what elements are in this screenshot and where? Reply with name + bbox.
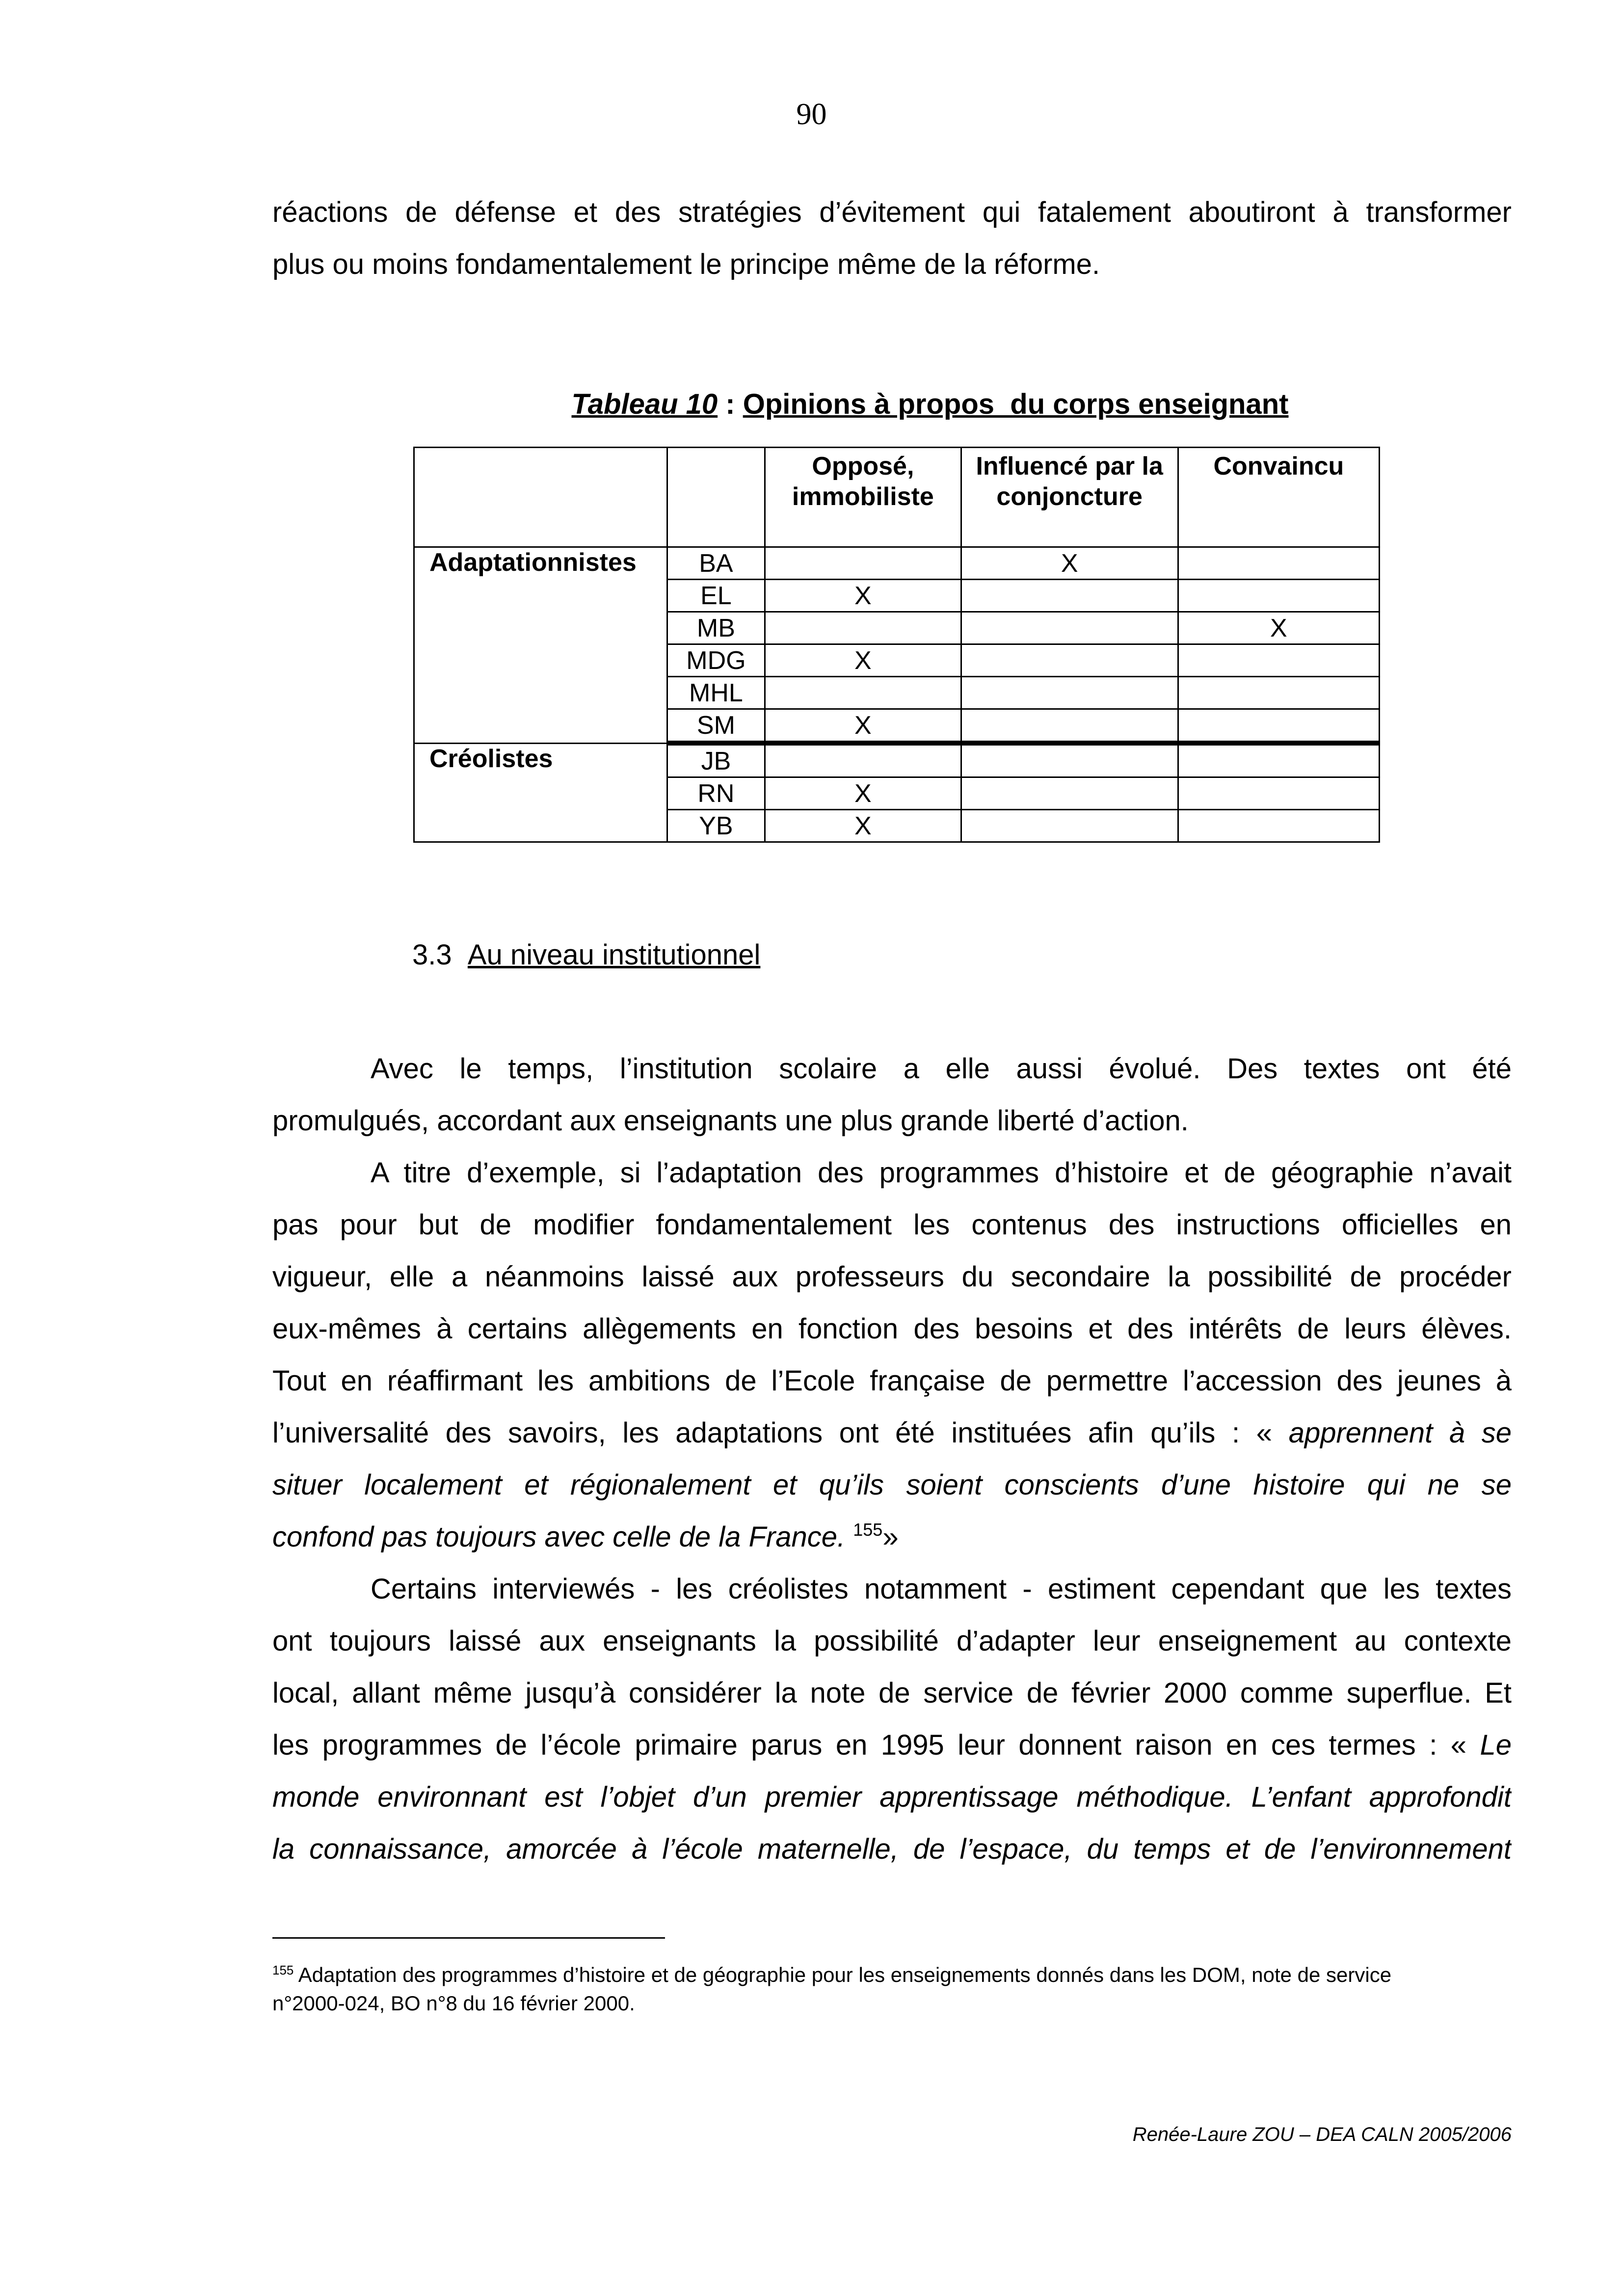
table-title-text: Opinions à propos du corps enseignant bbox=[743, 388, 1289, 420]
intro-paragraph bbox=[272, 187, 1512, 291]
body-line: A titre d’exemple, si l’adaptation des programmes d’histoire et de géographie n’avait bbox=[371, 1157, 1512, 1189]
oppose-cell bbox=[765, 612, 961, 644]
quote-text-segment: confond pas toujours avec celle de la France. bbox=[272, 1521, 853, 1553]
quote-line bbox=[272, 1511, 1512, 1563]
table-header-row bbox=[414, 448, 1380, 547]
body-text-segment: les programmes de l’école primaire parus en 1995 leur donnent raison en ces termes : « bbox=[272, 1729, 1480, 1761]
code-cell: RN bbox=[667, 777, 765, 810]
oppose-cell bbox=[765, 547, 961, 580]
code-cell: EL bbox=[667, 580, 765, 612]
convaincu-cell bbox=[1178, 580, 1379, 612]
code-cell: BA bbox=[667, 547, 765, 580]
code-cell: YB bbox=[667, 810, 765, 842]
header-cell-empty bbox=[414, 448, 667, 547]
table-title bbox=[442, 388, 1418, 421]
body-line: Certains interviewés - les créolistes notamment - estiment cependant que les textes bbox=[371, 1573, 1512, 1605]
convaincu-cell bbox=[1178, 547, 1379, 580]
influence-cell bbox=[961, 580, 1178, 612]
group-label: Créolistes bbox=[414, 743, 667, 842]
section-heading bbox=[412, 938, 760, 971]
influence-cell bbox=[961, 810, 1178, 842]
body-line bbox=[272, 1719, 1512, 1771]
convaincu-cell bbox=[1178, 777, 1379, 810]
code-cell: SM bbox=[667, 709, 765, 744]
header-cell-empty bbox=[667, 448, 765, 547]
quote-line: monde environnant est l’objet d’un premier apprentissage méthodique. L’enfant approfondit bbox=[272, 1781, 1512, 1813]
table-title-separator: : bbox=[718, 388, 743, 420]
convaincu-cell bbox=[1178, 677, 1379, 709]
influence-cell bbox=[961, 777, 1178, 810]
influence-cell: X bbox=[961, 547, 1178, 580]
body-text-segment: l’universalité des savoirs, les adaptations ont été instituées afin qu’ils : « bbox=[272, 1417, 1289, 1449]
opinions-table bbox=[413, 447, 1380, 843]
body-line: pas pour but de modifier fondamentalement les contenus des instructions officielles en bbox=[272, 1209, 1512, 1241]
influence-cell bbox=[961, 743, 1178, 777]
influence-cell bbox=[961, 677, 1178, 709]
body-line: Avec le temps, l’institution scolaire a elle aussi évolué. Des textes ont été bbox=[371, 1053, 1512, 1085]
convaincu-cell bbox=[1178, 709, 1379, 744]
convaincu-cell bbox=[1178, 810, 1379, 842]
footnote-number: 155 bbox=[272, 1963, 294, 1977]
intro-line: réactions de défense et des stratégies d’évitement qui fatalement aboutiront à transformer bbox=[272, 196, 1512, 228]
influence-cell bbox=[961, 612, 1178, 644]
body-line bbox=[272, 1407, 1512, 1459]
footnote-separator bbox=[272, 1937, 665, 1939]
body-line: eux-mêmes à certains allègements en fonction des besoins et des intérêts de leurs élèves. bbox=[272, 1313, 1512, 1345]
oppose-cell: X bbox=[765, 709, 961, 744]
quote-close-mark: » bbox=[882, 1521, 899, 1553]
body-line: promulgués, accordant aux enseignants une plus grande liberté d’action. bbox=[272, 1105, 1189, 1137]
oppose-cell: X bbox=[765, 580, 961, 612]
page-footer: Renée-Laure ZOU – DEA CALN 2005/2006 bbox=[1132, 2124, 1512, 2145]
quote-line: la connaissance, amorcée à l’école maternelle, de l’espace, du temps et de l’environnement bbox=[272, 1833, 1512, 1865]
oppose-cell bbox=[765, 677, 961, 709]
quote-text-segment: Le bbox=[1480, 1729, 1512, 1761]
influence-cell bbox=[961, 644, 1178, 677]
table-row bbox=[414, 547, 1380, 580]
page-number: 90 bbox=[796, 98, 827, 131]
oppose-cell: X bbox=[765, 810, 961, 842]
footnote bbox=[272, 1956, 1512, 2018]
quote-text-segment: apprennent à se bbox=[1288, 1417, 1512, 1449]
convaincu-cell: X bbox=[1178, 612, 1379, 644]
quote-line: situer localement et régionalement et qu’ils soient conscients d’une histoire qui ne se bbox=[272, 1469, 1512, 1501]
body-line: Tout en réaffirmant les ambitions de l’Ecole française de permettre l’accession des jeunes à bbox=[272, 1365, 1512, 1397]
body-text bbox=[272, 1043, 1512, 1875]
header-influence: Influencé par la conjoncture bbox=[961, 448, 1178, 547]
body-line: local, allant même jusqu’à considérer la note de service de février 2000 comme superflue. Et bbox=[272, 1677, 1512, 1709]
convaincu-cell bbox=[1178, 743, 1379, 777]
footnote-text: Adaptation des programmes d’histoire et de géographie pour les enseignements donnés dans les DOM, note de service bbox=[293, 1963, 1392, 1986]
influence-cell bbox=[961, 709, 1178, 744]
section-title: Au niveau institutionnel bbox=[467, 939, 761, 971]
oppose-cell: X bbox=[765, 777, 961, 810]
oppose-cell: X bbox=[765, 644, 961, 677]
header-oppose: Opposé, immobiliste bbox=[765, 448, 961, 547]
intro-line: plus ou moins fondamentalement le principe même de la réforme. bbox=[272, 248, 1100, 280]
body-line: vigueur, elle a néanmoins laissé aux professeurs du secondaire la possibilité de procéder bbox=[272, 1261, 1512, 1293]
body-line: ont toujours laissé aux enseignants la possibilité d’adapter leur enseignement au contexte bbox=[272, 1625, 1512, 1657]
code-cell: MDG bbox=[667, 644, 765, 677]
group-label: Adaptationnistes bbox=[414, 547, 667, 744]
convaincu-cell bbox=[1178, 644, 1379, 677]
footnote-line bbox=[272, 1956, 1512, 1989]
code-cell: MHL bbox=[667, 677, 765, 709]
header-convaincu: Convaincu bbox=[1178, 448, 1379, 547]
section-number: 3.3 bbox=[412, 939, 452, 971]
table-row bbox=[414, 743, 1380, 777]
code-cell: MB bbox=[667, 612, 765, 644]
oppose-cell bbox=[765, 743, 961, 777]
code-cell: JB bbox=[667, 743, 765, 777]
footnote-line: n°2000-024, BO n°8 du 16 février 2000. bbox=[272, 1992, 635, 2015]
footnote-reference: 155 bbox=[853, 1520, 883, 1540]
table-title-label: Tableau 10 bbox=[571, 388, 718, 420]
